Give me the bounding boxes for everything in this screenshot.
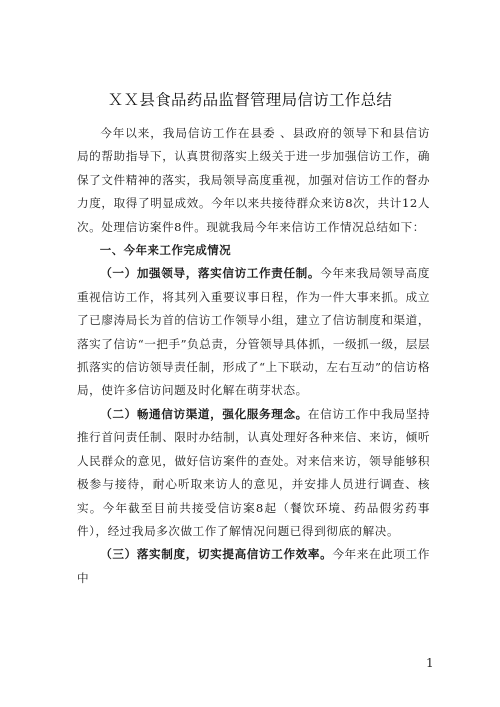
document-title: ＸＸ县食品药品监督管理局信访工作总结 bbox=[107, 91, 393, 109]
item-lead: （二）畅通信访渠道，强化服务理念。 bbox=[100, 406, 308, 421]
item-text: 今年来在此项工作中 bbox=[77, 547, 430, 585]
section-heading: 一、今年来工作完成情况 bbox=[99, 243, 232, 258]
item-paragraph bbox=[77, 262, 430, 402]
item-lead: （三）落实制度，切实提高信访工作效率。 bbox=[100, 547, 333, 562]
item-lead: （一）加强领导，落实信访工作责任制。 bbox=[100, 266, 321, 281]
intro-paragraph: 今年以来，我局信访工作在县委 、县政府的领导下和县信访局的帮助指导下，认真贯彻落实上级关于进一步加强信访工作，确保了文件精神的落实，我局领导高度重视，加强对信访工作的督办力度，取得了明显成效。今年以来共接待群众来访8次，共计12人次。处理信访案件8件。现就我局今年来信访工作情况总结如下： bbox=[77, 126, 430, 234]
item-paragraph bbox=[77, 403, 430, 543]
item-text: 今年来我局领导高度重视信访工作，将其列入重要议事日程，作为一件大事来抓。成立了已廖涛局长为首的信访工作领导小组，建立了信访制度和渠道，落实了信访“一把手”负总责，分管领导具体抓，一级抓一级，层层抓落实的信访领导责任制，形成了“上下联动，左右互动”的信访格局，使许多信访问题及时化解在萌芽状态。 bbox=[77, 266, 430, 398]
item-text: 在信访工作中我局坚持推行首问责任制、限时办结制，认真处理好各种来信、来访，倾听人民群众的意见，做好信访案件的查处。对来信来访，领导能够积极参与接待，耐心听取来访人的意见，并安排人员进行调查、核实。今年截至目前共接受信访案8起（餐饮环境、药品假劣药事件），经过我局多次做工作了解情况问题已得到彻底的解决。 bbox=[77, 406, 430, 538]
page-number: 1 bbox=[426, 656, 434, 670]
document-body bbox=[77, 122, 430, 590]
item-paragraph bbox=[77, 543, 430, 590]
